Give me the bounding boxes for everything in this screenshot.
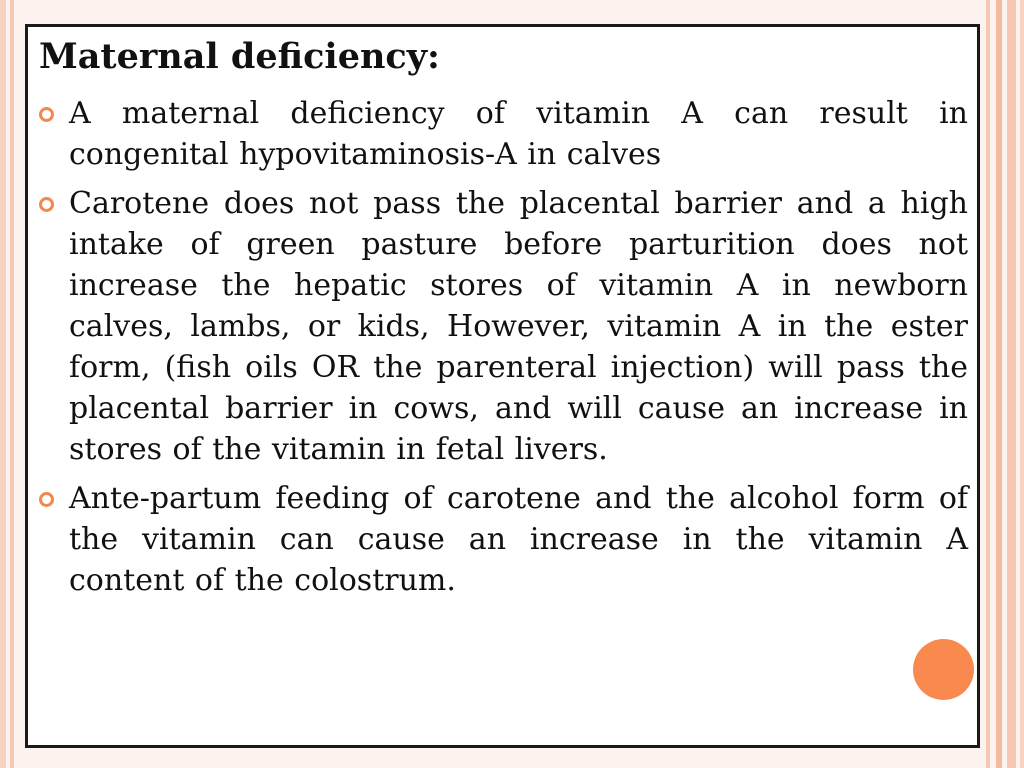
bullet-item	[36, 183, 968, 470]
bullet-item	[36, 93, 968, 175]
bullet-circle-icon	[39, 492, 54, 507]
left-edge-stripe	[0, 0, 6, 768]
left-edge-stripe-inner	[10, 0, 14, 768]
bullet-text: Ante-partum feeding of carotene and the alcohol form of the vitamin can cause an increase in the vitamin A content of the colostrum.	[69, 481, 968, 598]
right-edge-stripe-middle	[996, 0, 1002, 768]
bullet-text: A maternal deficiency of vitamin A can result in congenital hypovitaminosis-A in calves	[69, 96, 968, 172]
slide-content-frame	[25, 24, 980, 748]
right-edge-stripe-outer	[1007, 0, 1016, 768]
right-edge-stripe-inner	[986, 0, 990, 768]
bullet-list	[36, 93, 968, 609]
decorative-orange-circle	[913, 639, 974, 700]
bullet-circle-icon	[39, 197, 54, 212]
bullet-text: Carotene does not pass the placental barrier and a high intake of green pasture before parturition does not increase the hepatic stores of vitamin A in newborn calves, lambs, or kids, However, vitamin A in the ester form, (fish oils OR the parenteral injection) will pass the placental barrier in cows, and will cause an increase in stores of the vitamin in fetal livers.	[69, 186, 968, 467]
bullet-circle-icon	[39, 107, 54, 122]
right-edge-stripe-edge	[1020, 0, 1024, 768]
bullet-item	[36, 478, 968, 601]
slide-title: Maternal deficiency:	[39, 36, 440, 77]
